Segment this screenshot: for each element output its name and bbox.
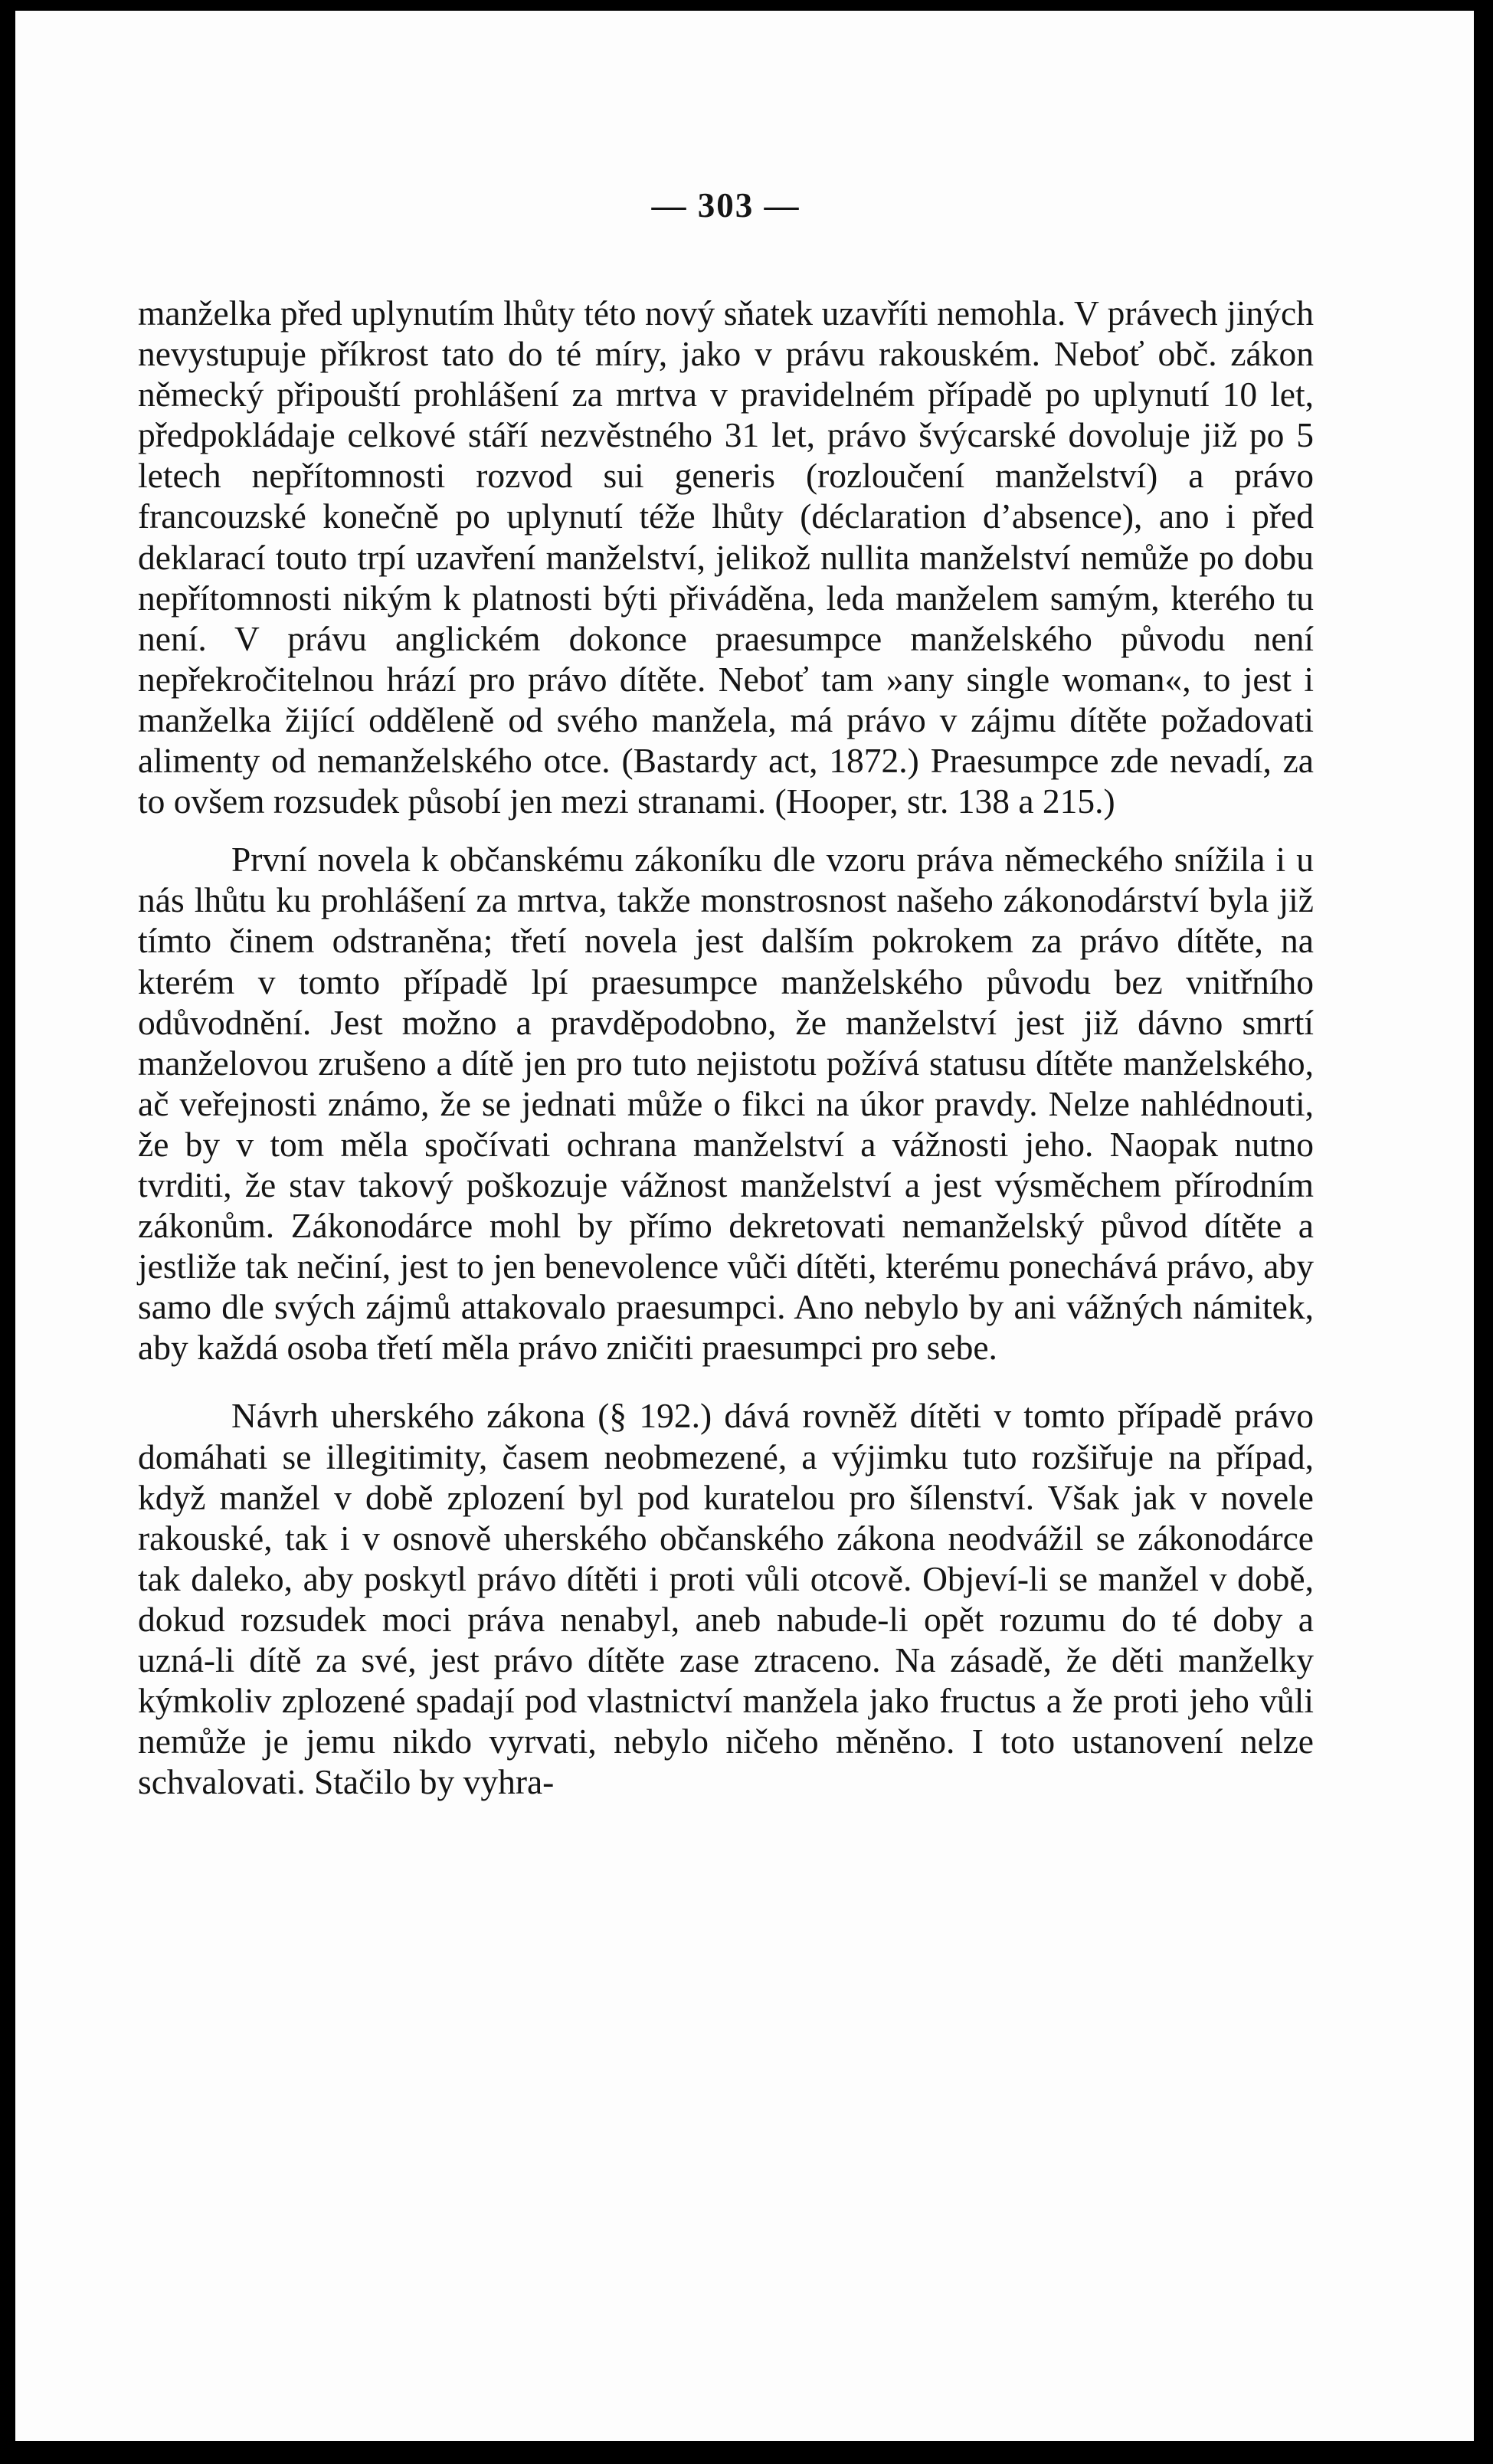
- paragraph-first-novel: První novela k občanskému zákoníku dle vzoru práva německého snížila i u nás lhůtu ku prohlášení za mrtva, takže monstrosnost našeho zákonodárství byla již tímto činem odstraněna; třetí novela jest dalším pokrokem za právo dítěte, na kterém v tomto případě lpí praesumpce manželského původu bez vnitřního odůvodnění. Jest možno a pravděpodobno, že manželství jest již dávno smrtí manželovou zrušeno a dítě jen pro tuto nejistotu požívá statusu dítěte manželského, ač veřejnosti známo, že se jednati může o fikci na úkor pravdy. Nelze nahlédnouti, že by v tom měla spočívati ochrana manželství a vážnosti jeho. Naopak nutno tvrditi, že stav takový poškozuje vážnost manželství a jest výsměchem přírodním zákonům. Zákonodárce mohl by přímo dekretovati nemanželský původ dítěte a jestliže tak nečiní, jest to jen benevolence vůči dítěti, kterému ponechává právo, aby samo dle svých zájmů attakovalo praesumpci. Ano nebylo by ani vážných námitek, aby každá osoba třetí měla právo zničiti praesumpci pro sebe.: [138, 840, 1314, 1368]
- book-page: [15, 11, 1474, 2441]
- paragraph-hungarian-draft: Návrh uherského zákona (§ 192.) dává rovněž dítěti v tomto případě právo domáhati se illegitimity, časem neobmezené, a výjimku tuto rozšiřuje na případ, když manžel v době zplození byl pod kuratelou pro šílenství. Však jak v novele rakouské, tak i v osnově uherského občanského zákona neodvážil se zákonodárce tak daleko, aby poskytl právo dítěti i proti vůli otcově. Objeví-li se manžel v době, dokud rozsudek moci práva nenabyl, aneb nabude-li opět rozumu do té doby a uzná-li dítě za své, jest právo dítěte zase ztraceno. Na zásadě, že děti manželky kýmkoliv zplozené spadají pod vlastnictví manžela jako fructus a že proti jeho vůli nemůže je jemu nikdo vyrvati, nebylo ničeho měněno. I toto ustanovení nelze schvalovati. Stačilo by vyhra-: [138, 1396, 1314, 1802]
- paragraph-continued: manželka před uplynutím lhůty této nový sňatek uzavříti nemohla. V právech jiných nevystupuje příkrost tato do té míry, jako v právu rakouském. Neboť obč. zákon německý připouští prohlášení za mrtva v pravidelném případě po uplynutí 10 let, předpokládaje celkové stáří nezvěstného 31 let, právo švýcarské dovoluje již po 5 letech nepřítomnosti rozvod sui generis (rozloučení manželství) a právo francouzské konečně po uplynutí téže lhůty (déclaration d’absence), ano i před deklarací touto trpí uzavření manželství, jelikož nullita manželství nemůže po dobu nepřítomnosti nikým k platnosti býti přiváděna, leda manželem samým, kterého tu není. V právu anglickém dokonce praesumpce manželského původu není nepřekročitelnou hrází pro právo dítěte. Neboť tam »any single woman«, to jest i manželka žijící odděleně od svého manžela, má právo v zájmu dítěte požadovati alimenty od nemanželského otce. (Bastardy act, 1872.) Praesumpce zde nevadí, za to ovšem rozsudek působí jen mezi stranami. (Hooper, str. 138 a 215.): [138, 293, 1314, 821]
- page-number: — 303 —: [651, 186, 801, 224]
- page-content: [138, 185, 1314, 1802]
